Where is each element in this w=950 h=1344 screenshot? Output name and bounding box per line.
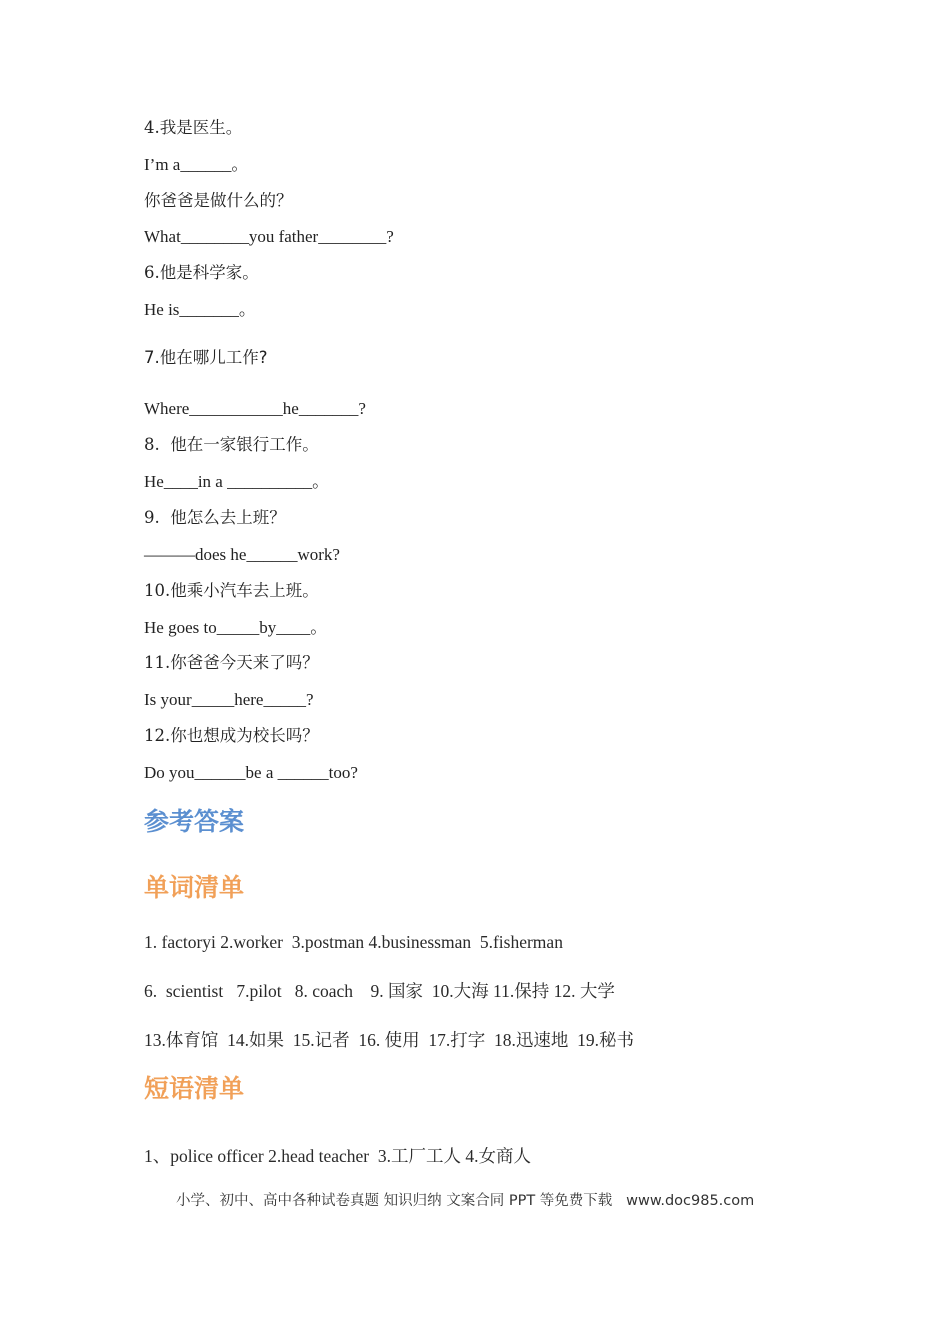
exercise-line: 9. 他怎么去上班？ [144, 508, 286, 527]
exercise-line: 4.我是医生。 [144, 118, 243, 137]
phrase-list-row: 1、police officer 2.head teacher 3.工厂工人 4.女商人 [144, 1146, 531, 1166]
exercise-line: Is your_____here_____? [144, 690, 314, 709]
exercise-line: He is_______。 [144, 300, 256, 319]
word-list-row: 1. factoryi 2.worker 3.postman 4.businessman 5.fisherman [144, 932, 563, 952]
exercise-line: 10.他乘小汽车去上班。 [144, 581, 319, 600]
exercise-line: He goes to_____by____。 [144, 618, 328, 637]
phrase-list-heading: 短语清单 [144, 1074, 245, 1103]
exercise-line: ———does he______work? [144, 545, 340, 564]
exercise-line: Where___________he_______? [144, 399, 366, 418]
word-list-row: 6. scientist 7.pilot 8. coach 9. 国家 10.大海 11.保持 12. 大学 [144, 981, 615, 1001]
answers-heading: 参考答案 [144, 807, 245, 836]
exercise-line: 8. 他在一家银行工作。 [144, 435, 319, 454]
exercise-line: 6.他是科学家。 [144, 263, 259, 282]
exercise-line: 12.你也想成为校长吗？ [144, 726, 319, 745]
exercise-line: Do you______be a ______too? [144, 763, 358, 782]
exercise-line: 7.他在哪儿工作? [144, 348, 268, 367]
word-list-row: 13.体育馆 14.如果 15.记者 16. 使用 17.打字 18.迅速地 19.秘书 [144, 1030, 634, 1050]
footer-ad: 小学、初中、高中各种试卷真题 知识归纳 文案合同 PPT 等免费下载 www.doc985.com [176, 1193, 755, 1209]
exercise-line: What________you father________? [144, 227, 394, 246]
word-list-heading: 单词清单 [144, 873, 245, 902]
exercise-line: 你爸爸是做什么的？ [144, 191, 293, 210]
exercise-line: I’m a______。 [144, 155, 249, 174]
exercise-line: He____in a __________。 [144, 472, 330, 491]
exercise-line: 11.你爸爸今天来了吗？ [144, 653, 319, 672]
